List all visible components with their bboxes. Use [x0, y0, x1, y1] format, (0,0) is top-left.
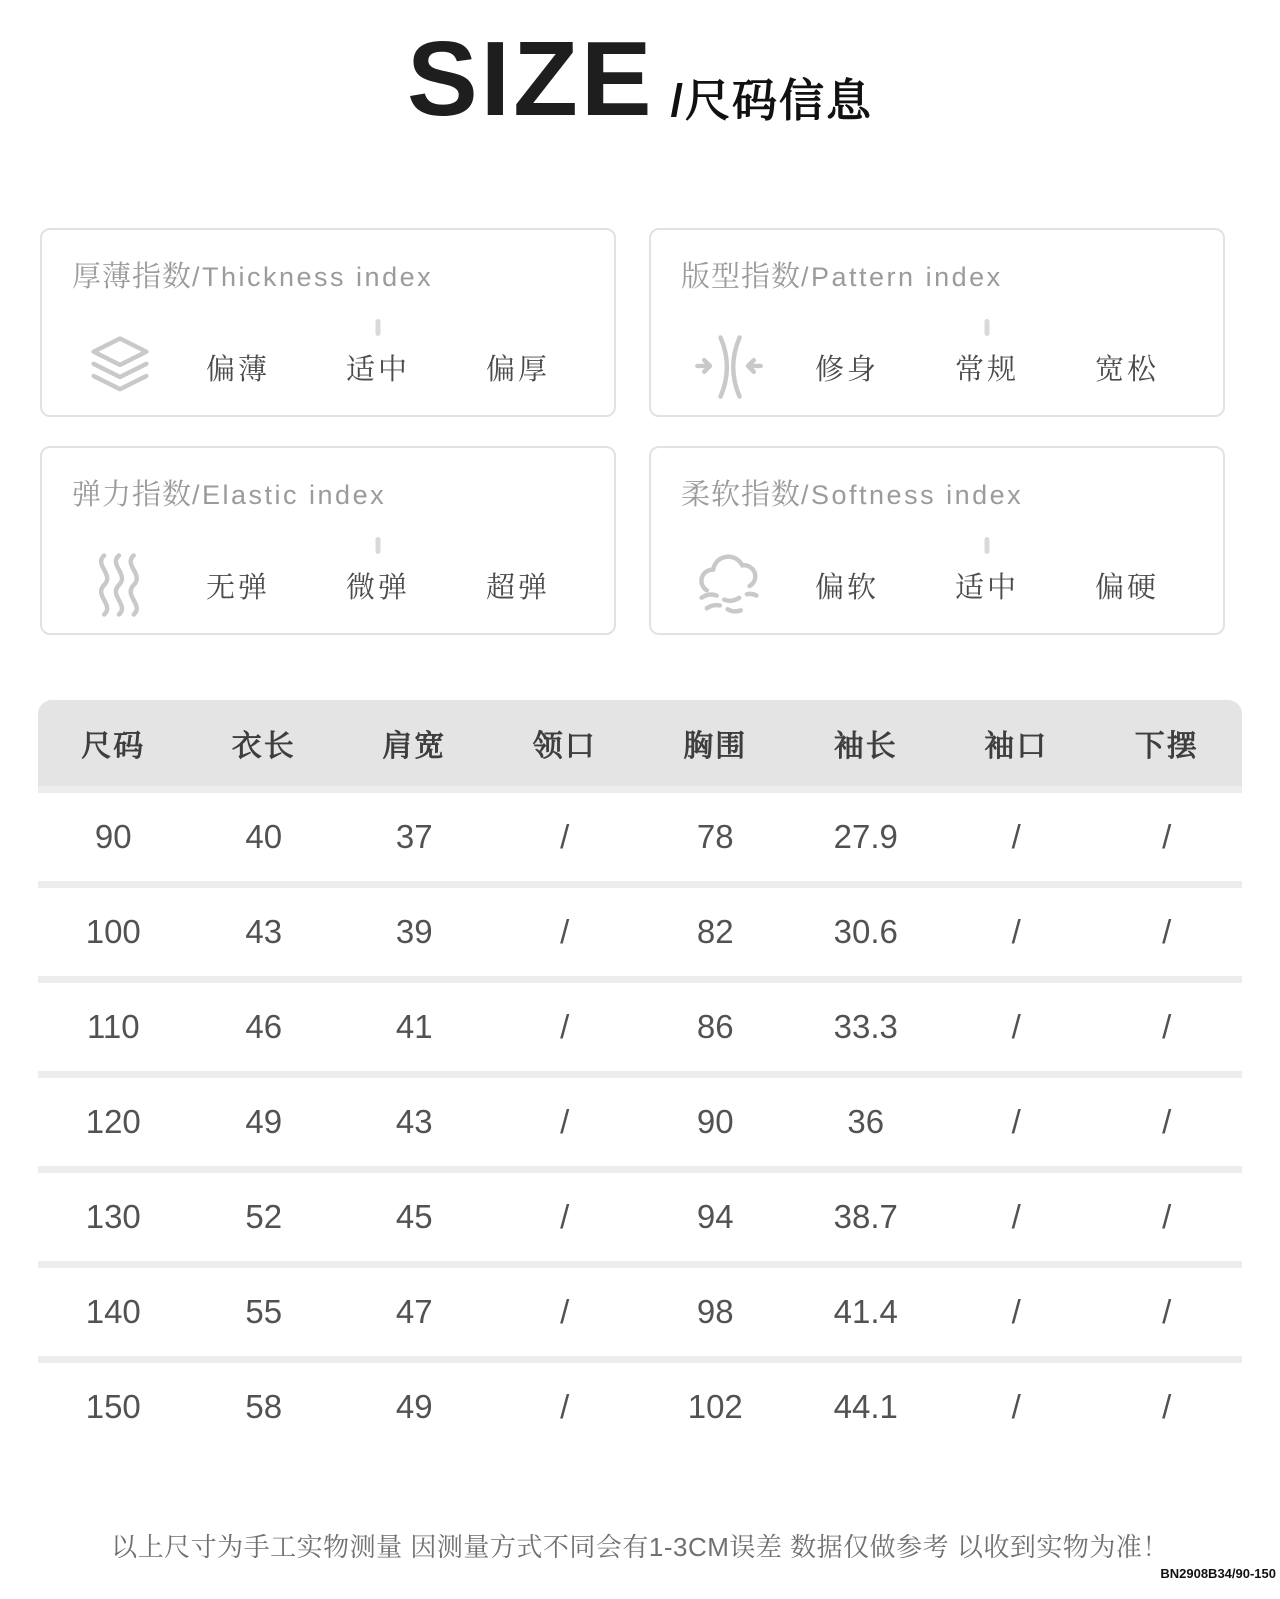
table-cell: 100	[85, 913, 141, 950]
table-cell: 102	[687, 1388, 743, 1425]
card-title-cn: 柔软指数	[681, 479, 802, 511]
card-title	[681, 472, 1197, 513]
table-cell: /	[1162, 1198, 1172, 1235]
table-cell: 36	[847, 1103, 885, 1140]
table-cell: /	[560, 1293, 570, 1330]
table-header-cell: 胸围	[683, 730, 748, 763]
table-cell: /	[560, 1198, 570, 1235]
table-cell: 86	[696, 1008, 734, 1045]
card-title	[72, 254, 588, 295]
table-cell: 90	[696, 1103, 734, 1140]
size-table-body	[38, 793, 1242, 1451]
table-cell: /	[1162, 1008, 1172, 1045]
card-title-cn: 厚薄指数	[72, 261, 193, 293]
card-title	[681, 254, 1197, 295]
table-row	[38, 1363, 1242, 1451]
table-cell: 43	[395, 1103, 433, 1140]
table-cell: /	[1011, 1388, 1021, 1425]
selected-marker	[985, 319, 990, 336]
table-cell: 43	[245, 913, 283, 950]
card-title-en: /Pattern index	[801, 262, 1003, 292]
table-header-cell: 尺码	[81, 730, 146, 763]
option: 无弹	[205, 571, 270, 604]
card-title-en: /Elastic index	[192, 480, 387, 510]
table-header-cell: 袖长	[833, 730, 898, 763]
table-header-cell: 下摆	[1134, 730, 1199, 763]
selected-marker	[985, 537, 990, 554]
table-cell: 98	[696, 1293, 734, 1330]
table-header-cell: 肩宽	[382, 730, 447, 763]
card-title-en: /Softness index	[801, 480, 1024, 510]
table-cell: 120	[85, 1103, 141, 1140]
title-subtitle-cn: /尺码信息	[670, 75, 874, 126]
cloud-icon	[681, 547, 777, 623]
table-cell: 46	[245, 1008, 283, 1045]
table-row	[38, 888, 1242, 976]
table-cell: /	[560, 1008, 570, 1045]
option: 偏硬	[1094, 571, 1159, 604]
slim-fit-icon	[681, 329, 777, 405]
table-cell: /	[560, 913, 570, 950]
table-cell: 49	[395, 1388, 433, 1425]
table-cell: 52	[245, 1198, 283, 1235]
table-row	[38, 983, 1242, 1071]
layers-icon	[72, 329, 168, 405]
table-cell: /	[1011, 1293, 1021, 1330]
table-cell: 27.9	[833, 818, 898, 855]
table-row	[38, 1268, 1242, 1356]
option: 常规	[917, 347, 1057, 388]
table-cell: 150	[85, 1388, 141, 1425]
product-code: BN2908B34/90-150	[1160, 1566, 1276, 1581]
table-cell: 41	[395, 1008, 433, 1045]
table-header-cell: 领口	[532, 730, 597, 763]
table-cell: 40	[245, 818, 283, 855]
table-cell: /	[1162, 1388, 1172, 1425]
page-title	[0, 20, 1280, 138]
elastic-waves-icon	[72, 547, 168, 623]
selected-marker	[376, 537, 381, 554]
table-cell: 44.1	[833, 1388, 898, 1425]
table-header-cell: 衣长	[231, 730, 296, 763]
table-cell: 30.6	[833, 913, 898, 950]
table-cell: /	[560, 1103, 570, 1140]
table-cell: /	[1011, 818, 1021, 855]
index-cards-grid	[40, 228, 1225, 635]
pattern-index-card	[649, 228, 1225, 417]
option: 偏厚	[485, 353, 550, 386]
table-row	[38, 793, 1242, 881]
table-cell: /	[560, 1388, 570, 1425]
table-cell: 90	[94, 818, 132, 855]
card-title-cn: 版型指数	[681, 261, 802, 293]
option: 适中	[917, 565, 1057, 606]
card-title	[72, 472, 588, 513]
elastic-index-card	[40, 446, 616, 635]
table-cell: /	[1162, 1293, 1172, 1330]
option: 偏软	[814, 571, 879, 604]
card-title-en: /Thickness index	[192, 262, 434, 292]
table-cell: 94	[696, 1198, 734, 1235]
table-cell: /	[1011, 1008, 1021, 1045]
table-header-cell: 袖口	[984, 730, 1049, 763]
table-cell: 140	[85, 1293, 141, 1330]
table-cell: /	[1162, 913, 1172, 950]
option: 偏薄	[205, 353, 270, 386]
table-cell: /	[560, 818, 570, 855]
softness-index-card	[649, 446, 1225, 635]
table-row	[38, 1173, 1242, 1261]
selected-marker	[376, 319, 381, 336]
table-cell: 47	[395, 1293, 433, 1330]
table-cell: 45	[395, 1198, 433, 1235]
table-cell: 41.4	[833, 1293, 898, 1330]
table-cell: 39	[395, 913, 433, 950]
table-cell: 38.7	[833, 1198, 898, 1235]
table-cell: 78	[696, 818, 734, 855]
option: 修身	[814, 353, 879, 386]
option: 适中	[308, 347, 448, 388]
table-row	[38, 1078, 1242, 1166]
measurement-disclaimer: 以上尺寸为手工实物测量 因测量方式不同会有1-3CM误差 数据仅做参考 以收到实物为准！	[111, 1532, 1169, 1562]
table-cell: /	[1011, 1103, 1021, 1140]
card-title-cn: 弹力指数	[72, 479, 193, 511]
table-header-row	[38, 700, 1242, 786]
table-cell: 33.3	[833, 1008, 898, 1045]
table-cell: /	[1011, 1198, 1021, 1235]
option: 超弹	[485, 571, 550, 604]
title-size-text: SIZE	[406, 20, 655, 138]
table-cell: /	[1011, 913, 1021, 950]
table-cell: /	[1162, 1103, 1172, 1140]
thickness-index-card	[40, 228, 616, 417]
table-cell: 82	[696, 913, 734, 950]
table-cell: 130	[85, 1198, 141, 1235]
table-cell: 110	[86, 1008, 140, 1045]
table-cell: 37	[395, 818, 433, 855]
table-cell: 58	[245, 1388, 283, 1425]
table-cell: 55	[245, 1293, 283, 1330]
size-table	[38, 700, 1242, 1451]
option: 微弹	[308, 565, 448, 606]
table-cell: /	[1162, 818, 1172, 855]
table-cell: 49	[245, 1103, 283, 1140]
option: 宽松	[1094, 353, 1159, 386]
